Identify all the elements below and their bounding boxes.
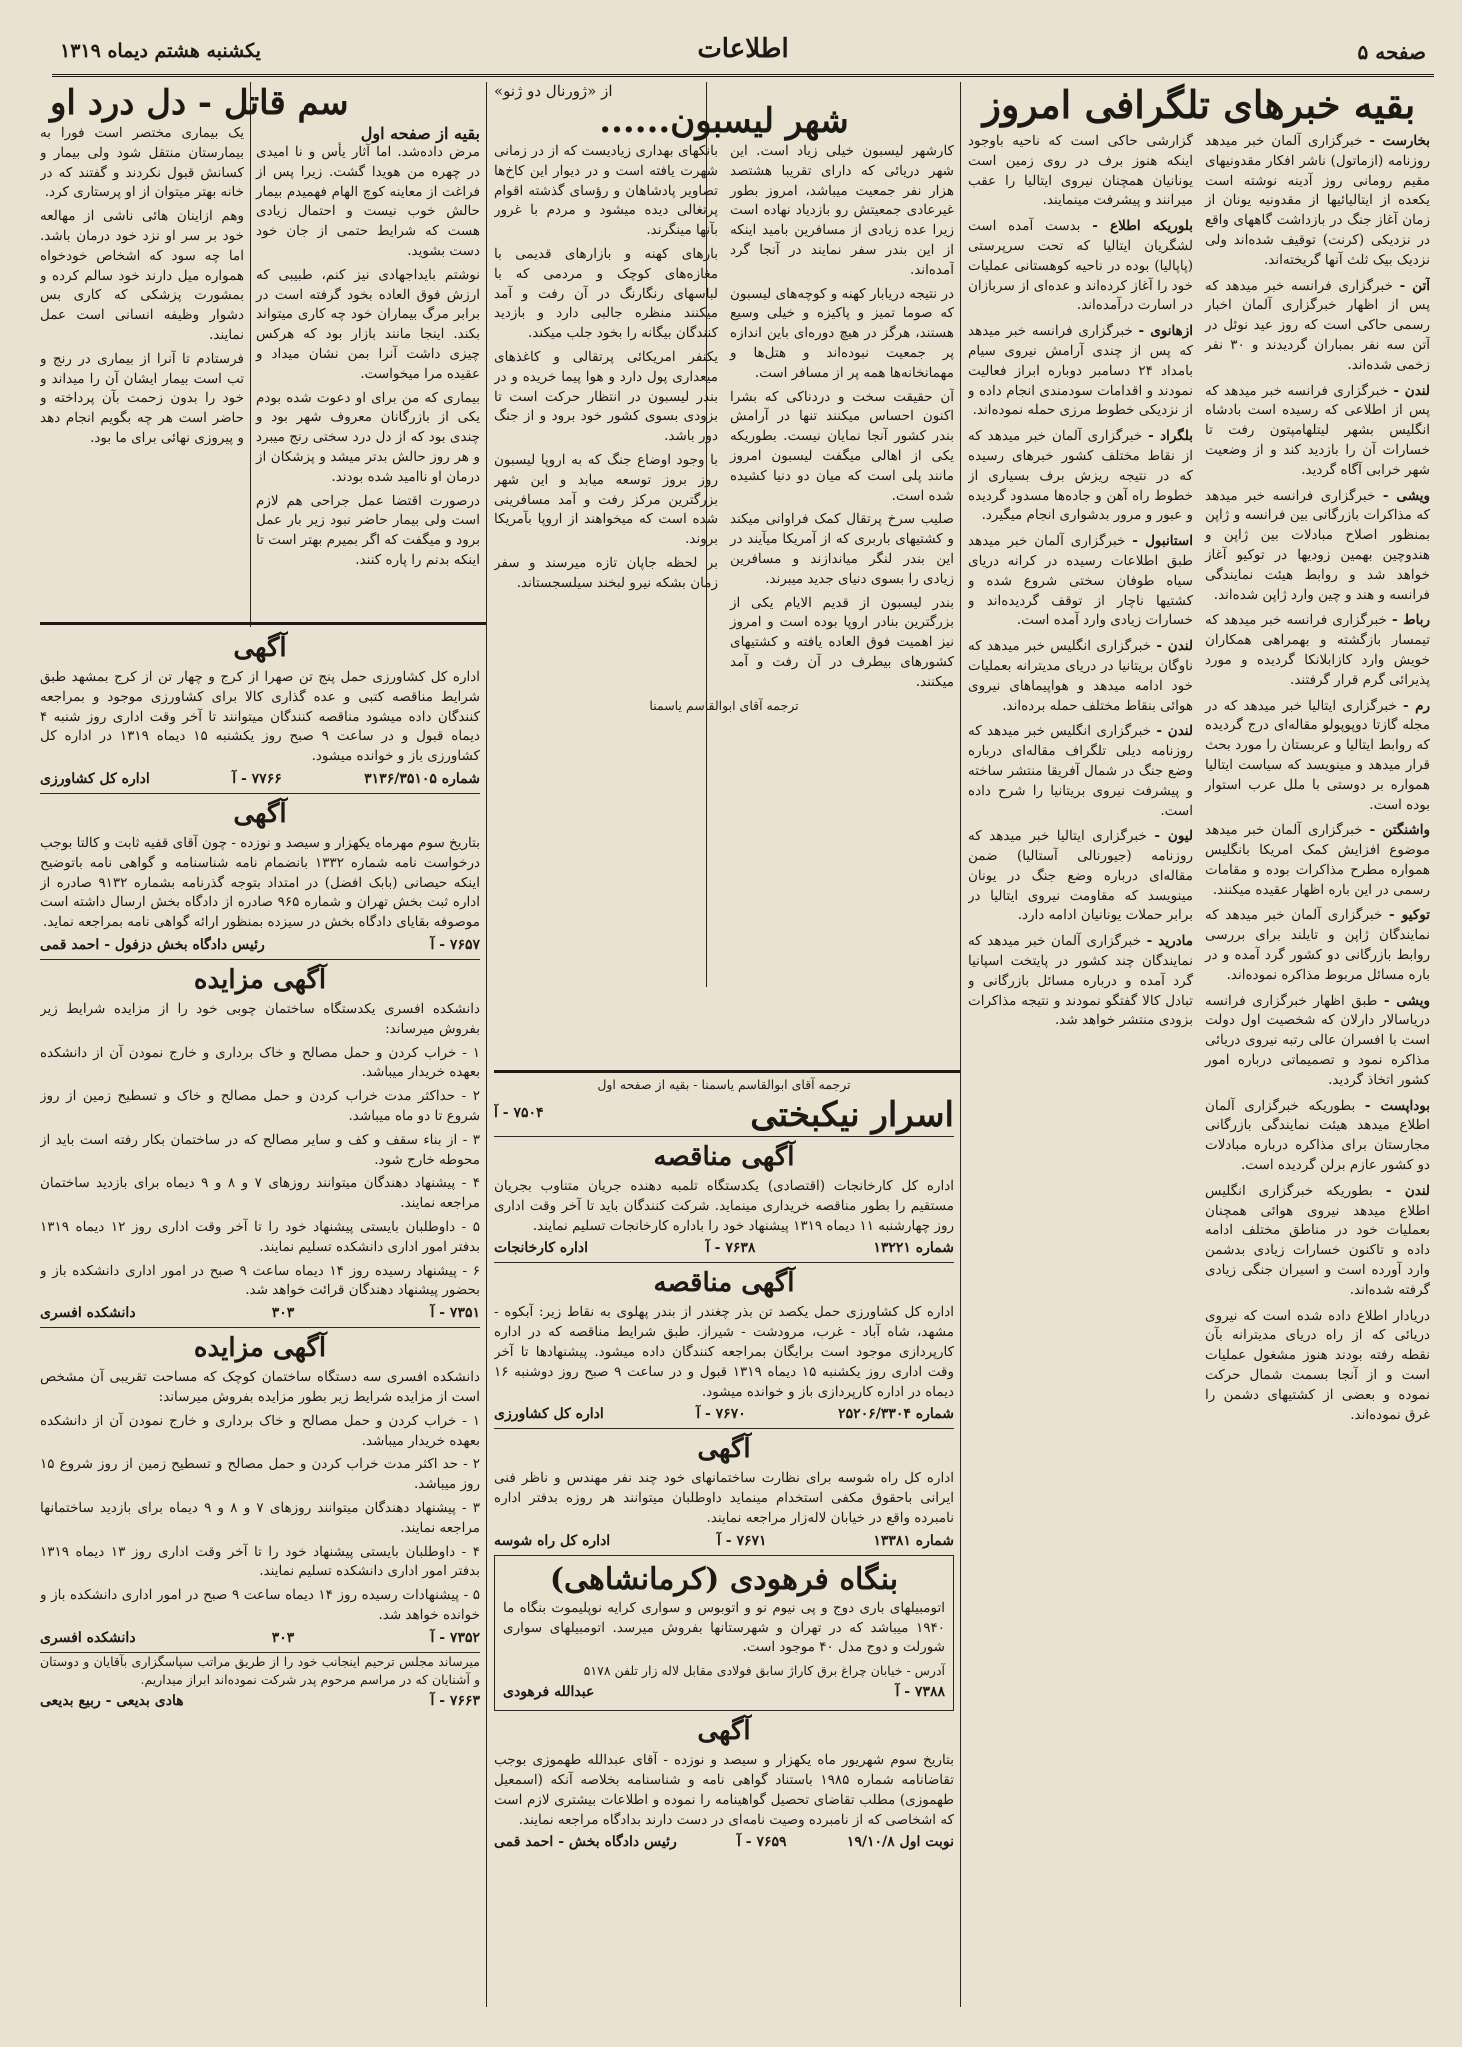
ad-signature: هادی بدیعی - ربیع بدیعی [40,1692,184,1709]
serial-block [494,1076,954,1136]
ad-body: میرساند مجلس ترحیم اینجانب خود را از طریق مراتب سپاسگزاری بآقایان و دوستان و آشنایان که در مراسم مرحوم پدر شرکت نموده‌اند ابراز میداریم. [40,1653,480,1687]
lisbon-paragraph: صلیب سرخ پرتقال کمک فراوانی میکند و کشتیهای باربری که از آمریکا میآیند در این بندر لنگر میاندازند و مسافرین زیادی را بسوی دنیای جدید میبرند. [730,511,954,587]
ad-title: آگهی [233,633,287,663]
news-dateline: واشنگتن - [1369,822,1430,839]
serial-note: ترجمه آقای ابوالقاسم یاسمنا - بقیه از صفحه اول [597,1077,851,1092]
news-text [1205,382,1430,481]
ad-signature: عبدالله فرهودی [503,1684,595,1701]
ad-ref: شماره ۱۳۳۸۱ [873,1532,954,1549]
lisbon-paragraph: بانکهای بهداری زیادیست که از در زمانی شهرت یافته است و در دیوار این کاخ‌ها تصاویر پادشاهان و رؤسای گذشته اقوام پرتغالی دیده میشود و مردم با غرور بآنها مینگرند. [494,143,718,239]
lisbon-column-left [494,142,718,697]
news-dateline: لندن - [1156,723,1193,740]
news-text [1205,1097,1430,1176]
ad-body: بتاریخ سوم مهرماه یکهزار و سیصد و نوزده - چون آقای قفیه ثابت و کالتا بوجب درخواست نامه شماره ۱۳۳۲ بانضمام نامه شناسنامه و گواهی نامه باتوضیح اینکه حیصانی (بابک افضل) در امتداد بتوجه گذرنامه بشماره ۹۱۳۲ صادره از اداره ثبت بخش تهران و شماره ۹۶۵ صادره از دادگاه بخش ارسال داشته است موصوفه بقایای دادگاه بخش در سیزده بمنظور ارائه گواهی نامه بمراجعه نماید. [40,834,480,931]
news-dateline: بوداپست - [1364,1097,1430,1114]
telegraph-section [968,82,1430,1431]
lisbon-translator: ترجمه آقای ابوالقاسم یاسمنا [649,697,799,713]
garage-body: اتومبیلهای باری دوج و پی نیوم نو و اتوبوس و سواری کرایه نوپلیموت بنگاه ما ۱۹۴۰ میباشد که در تهران و شهرستانها بفروش میرسد. اتومبیلهای سواری شورلت و دوج مدل ۴۰ موجود است. [503,1599,945,1656]
news-dateline: مادرید - [1146,933,1193,950]
ad-body: اداره کل کارخانجات (اقتصادی) یکدستگاه تلمبه دهنده جریان متناوب بجریان مستقیم را بطور مناقصه خریداری مینماید. شرکت کنندگان باید تا آخر وقت اداری روز چهارشنبه ۱۱ دیماه ۱۳۱۹ پیشنهاد خود را باداره کارخانجات تسلیم نمایند. [494,1178,954,1234]
news-dateline: ویشی - [1383,992,1430,1009]
news-body: خبرگزاری آلمان خبر میدهد که نمایندگان چند کشور در پایتخت اسپانیا گرد آمده و درباره مسائل بازرگانی و تبادل کالا گفتگو نمودند و نتیجه مذاکرات بزودی منتشر خواهد شد. [968,933,1193,1029]
auction-clause: ۵ - پیشنهادات رسیده روز ۱۴ دیماه ساعت ۹ صبح در امور اداری دانشکده باز و خوانده خواهد شد. [40,1587,480,1623]
news-item [1205,1307,1430,1426]
news-item [968,637,1193,716]
news-dateline: لیون - [1154,828,1193,845]
news-body: خبرگزاری آلمان خبر میدهد طبق اطلاعات رسیده در کرانه دریای سیاه طوفان سختی شروع شده و کشتیها ناچار از توقف گردیده‌اند و خسارات زیادی وارد آمده است. [968,533,1193,629]
news-body: خبرگزاری آلمان خبر میدهد روزنامه (ازماتول) ناشر افکار مقدونیهای مقیم رومانی روز آدینه نوشته است یکعده از ایتالیائیها از مقدونیه یونان از زمان آغاز جنگ در بازداشت گاههای واقع در نزدیکی (کرنت) توقیف شده‌اند ولی نزدیک بیک ثلث آنها گریخته‌اند. [1205,133,1430,268]
left-ads [40,628,480,2008]
auction-clause: ۴ - پیشنهاد دهندگان میتوانند روزهای ۷ و ۸ و ۹ دیماه برای بازدید ساختمان مراجعه نمایند. [40,1175,480,1212]
ad-signature: اداره کل کشاورزی [494,1406,604,1423]
news-text [1205,1307,1430,1426]
auction-clause: ۲ - حداکثر مدت خراب کردن و حمل مصالح و خاک و تسطیح زمین از روز شروع تا دو ماه میباشد. [40,1088,480,1124]
news-body: بطوریکه خبرگزاری انگلیس اطلاع میدهد نیروی هوائی همچنان بعملیات خود در مناطق مختلف ادامه داده و تاکنون خسارات زیادی بدشمن وارد آورده است و اسیران جنگی زیادی گرفته شده‌اند. [1205,1182,1430,1298]
ad-signature: اداره کل راه شوسه [494,1532,611,1549]
news-text [968,722,1193,821]
ad-title: آگهی [233,798,287,829]
news-text [968,427,1193,526]
auction-clause: ۱ - خراب کردن و حمل مصالح و خاک برداری و خارج نمودن آن از دانشکده بعهده خریدار میباشد. [40,1412,480,1449]
news-text [1205,697,1430,816]
poison-paragraph: وهم ازاینان هائی ناشی از مهالعه خود بر سر او نزد خود درمان باشد. اما چه سود که اشخاص خودخواه همواره میل دارند خود سالم کرده و بمشورت پزشکی که کاری بس دشوار وظیفه انسانی است عمل نمایند. [40,208,244,343]
news-text [1205,277,1430,376]
divider [40,959,480,960]
ad-auction-2 [40,1332,480,1646]
divider [494,1136,954,1137]
ad-title: آگهی مناقصه [653,1268,795,1299]
news-body: خبرگزاری ایتالیا خبر میدهد که روزنامه (جیورنالی آستالیا) ضمن مقاله‌ای درباره وضع جنگ در یونان مینویسد که مقاومت نیروی ایتالیا در برابر حملات یونانیان ادامه دارد. [968,828,1193,924]
news-item [968,722,1193,821]
news-text [1205,906,1430,985]
news-item [968,427,1193,526]
divider [40,1327,480,1328]
tender-factory [494,1141,954,1256]
serial-title: اسرار نیکبختی [750,1095,954,1135]
poison-kicker: بقیه از صفحه اول [360,124,480,143]
ad-code: ۷۶۶۳ - آ [430,1692,480,1709]
news-dateline: ازهانوی - [1138,323,1194,340]
news-item [1205,277,1430,376]
divider [494,1262,954,1263]
ad-body: اداره کل راه شوسه برای نظارت ساختمانهای خود چند نفر مهندس و ناظر فنی ایرانی باحقوق مکفی استخدام مینماید داوطلبان میتوانند هر روزه بدفتر اداره نامبرده واقع در خیابان لاله‌زار مراجعه نمایند. [494,1470,954,1526]
auction-clause: ۳ - از بناء سقف و کف و سایر مصالح که در ساختمان بکار رفته است باید از محوطه خارج شود. [40,1131,480,1168]
auction-clause: ۳ - پیشنهاد دهندگان میتوانند روزهای ۷ و ۸ و ۹ دیماه برای بازدید ساختمانها مراجعه نمایند. [40,1499,480,1536]
ad-signature: رئیس دادگاه بخش - احمد قمی [494,1834,677,1851]
ad-code: ۷۶۷۰ - آ [696,1406,746,1423]
news-body: گزارشی حاکی است که ناحیه باوجود اینکه هنوز برف در روی زمین است یونانیان همچنان نیروی ایتالیا را عقب میرانند و پیشرفت مینمایند. [968,133,1193,209]
news-text [968,827,1193,926]
garage-title: بنگاه فرهودی (کرمانشاهی) [549,1561,899,1597]
poison-paragraph: فرستادم تا آنرا از بیماری در رنج و تب است بیمار ایشان آن را میداند و خود را بدون زحمت بآن پرداخته و حاضر است هر چه بگویم انجام دهد و پیروزی نهائی برای ما بود. [40,350,244,446]
news-item [1205,906,1430,985]
ad-title: آگهی مناقصه [653,1142,795,1172]
garage-ad [494,1555,954,1711]
section-divider [40,622,486,625]
news-body: خبرگزاری فرانسه خبر میدهد که پس از اطلاعی که رسیده است بادشاه انگلیس بشهر لیتلهامپتون رفت تا خسارات آن را بازدید کند و از وضعیت شهر خرابی آگاه گردید. [1205,382,1430,478]
news-item [968,532,1193,631]
ad-code: ۷۶۳۸ - آ [705,1240,756,1257]
ad-title: آگهی مزایده [193,964,327,995]
news-item [1205,821,1430,900]
ad-court [40,798,480,953]
ad-code-2: ۳۰۳ [271,1629,295,1646]
news-body: خبرگزاری ایتالیا خبر میدهد که در مجله گازتا دوپوپولو مقاله‌ای درج گردیده که روابط ایتالیا و عربستان را مورد بحث قرار میدهد و مینویسد که سیاست ایتالیا همواره بر دوستی با ملل عرب استوار بوده است. [1205,697,1430,813]
garage-address: آدرس - خیابان چراغ برق کاراژ سابق فولادی مقابل لاله زار تلفن ۵۱۷۸ [583,1663,945,1679]
lisbon-paragraph: کارشهر لیسبون خیلی زیاد است. این شهر دریائی که دارای تقریبا هشتصد هزار نفر جمعیت میباشد، امروز بطور غیرعادی جمعیتش رو بازدیاد نهاده است زیرا عده زیادی از مسافرین بامید اینکه از این بندر سفر نمایند در آنجا گرد آمده‌اند. [730,143,954,278]
auction-clause: ۶ - پیشنهاد رسیده روز ۱۴ دیماه ساعت ۹ صبح در امور اداری دانشکده باز و بحضور پیشنهاد دهندگان قرائت خواهد شد. [40,1262,480,1299]
news-item [1205,1182,1430,1301]
ad-code: ۷۷۶۶ - آ [232,770,282,787]
ad-title: آگهی [697,1434,751,1465]
lisbon-paragraph: با وجود اوضاع جنگ که به اروپا لیسبون روز بروز توسعه میابد و این شهر بزرگترین مرکز رفت و آمد مسافرینی شده است که میخواهند از اروپا بآمریکا بروند. [494,451,718,548]
serial-code: ۷۵۰۴ - آ [494,1105,544,1121]
poison-article [40,82,480,622]
ad-code-2: ۳۰۳ [271,1305,295,1322]
ad-signature: اداره کارخانجات [494,1240,588,1257]
ad-signature: دانشکده افسری [40,1629,136,1646]
news-body: خبرگزاری انگلیس خبر میدهد که ناوگان بریتانیا در دریای مدیترانه بعملیات خود ادامه میدهد و هواپیماهای نیروی هوائی بنقاط مختلف حمله برده‌اند. [968,638,1193,714]
news-item [1205,611,1430,690]
ad-ref: شماره ۳۱۳۶/۳۵۱۰۵ [364,770,480,787]
news-body: خبرگزاری فرانسه خبر میدهد که تیمسار بازگشته و بهمراهی همکاران خویش وارد کازابلانکا گردیده و مورد پذیرائی گرم قرار گرفتند. [1205,612,1430,688]
ad-body: بتاریخ سوم شهریور ماه یکهزار و سیصد و نوزده - آقای عبدالله طهموزی بوجب تقاضانامه شماره ۱۹۸۵ باستناد گواهی نامه و شناسنامه بخلاصه آنکه (اسمعیل طهموزی) مطلب تقاضای تحصیل گواهینامه را نموده و اطلاعات بیشتری لازم است که اشخاصی که از نامبرده وصیت نامه‌ای در دست دارند بدادگاه مراجعه نمایند. [494,1752,954,1828]
poison-paragraph: درصورت اقتضا عمل جراحی هم لازم است ولی بیمار حاضر نبود زیر بار عمل برود و میگفت که اگر بمیرم بهتر است تا اینکه بدنم را پاره کنند. [256,492,480,568]
news-body: دریادار اطلاع داده شده است که نیروی دریائی که از راه دریای مدیترانه بآن نقطه رفته بودند هنوز مشغول عملیات است و از آنجا بسمت شمال حرکت نموده و بعضی از کشتیهای دشمن را غرق نموده‌اند. [1205,1307,1430,1423]
news-body: خبرگزاری فرانسه خبر میدهد که پس از چندی آرامش نیروی سیام بامداد ۲۴ دسامبر دوباره ابراز فعالیت نمودند و اقدامات سودمندی انجام داده و از نزدیکی خطوط مرزی حمله نموده‌اند. [968,323,1193,419]
ad-body: اداره کل کشاورزی حمل پنج تن صهرا از کرج و چهار تن از کرج بمشهد طبق شرایط مناقصه کتبی و عده گذاری کالا برای کشاورزی موجود و بمراجعه کنندگان داده میشود مناقصه کنندگان میتوانند تا آخر وقت اداری روز شنبه ۴ دیماه قبول و در ساعت ۹ صبح روز یکشنبه ۱۵ دیماه ۱۳۱۹ در اداره کل کشاورزی باز و خوانده میشود. [40,669,480,765]
news-item [968,132,1193,211]
lisbon-paragraph: بندر لیسبون از قدیم الایام یکی از بزرگترین بنادر اروپا بوده است و امروز نیز اهمیت فوق العاده یافته و کشتیهای کشورهای بیطرف در آن رفت و آمد میکنند. [730,594,954,690]
news-body: خبرگزاری آلمان خبر میدهد که نمایندگان ژاپن و تایلند برای بررسی روابط بازرگانی دو کشور گرد آمده و در باره مسائل مربوط مذاکره نموده‌اند. [1205,907,1430,983]
poison-headline: سم قاتل - دل درد او [50,83,349,123]
ad-signature: دانشکده افسری [40,1305,136,1322]
auction-clause: ۴ - داوطلبان بایستی پیشنهاد خود را تا آخر وقت اداری روز ۱۳ دیماه ۱۳۱۹ بدفتر امور اداری دانشکده تسلیم نمایند. [40,1543,480,1580]
news-dateline: ویشی - [1382,487,1430,504]
paper-title: اطلاعات [697,34,789,64]
poison-paragraph: بیماری که من برای او دعوت شده بودم یکی از بازرگانان معروف شهر بود و چندی بود که از دل درد سختی رنج میبرد و هر روز حالش بدتر میشد و پزشکان از درمان او ناامید شده بودند. [256,389,480,485]
news-body: بدست آمده است لشگریان ایتالیا که تحت سرپرستی (پاپالیا) بوده در ناحیه کوهستانی عملیات خود را آغاز کرده‌اند و عده‌ای از سربازان در اسارت درآمده‌اند. [968,218,1193,314]
news-text [968,322,1193,421]
ad-code: ۷۶۷۱ - آ [717,1532,767,1549]
news-dateline: لندن - [1156,638,1193,655]
ad-code: ۷۳۵۲ - آ [430,1629,480,1646]
news-dateline: رباط - [1391,612,1430,629]
ad-inheritance [494,1715,954,1850]
lisbon-kicker: از «ژورنال دو ژنو» [494,82,613,100]
ad-signature: اداره کل کشاورزی [40,770,150,787]
page-number: صفحه ۵ [1357,40,1426,64]
news-text [1205,132,1430,271]
column-rule [960,82,961,2007]
ad-code: ۷۶۵۹ - آ [737,1834,787,1851]
news-dateline: آتن - [1399,277,1430,294]
news-dateline: استانبول - [1132,533,1193,550]
news-dateline: بلوریکه اطلاع - [1092,218,1194,235]
news-text [968,637,1193,716]
date-line: یکشنبه هشتم دیماه ۱۳۱۹ [60,40,261,62]
divider [40,793,480,794]
column-rule [486,82,487,2007]
news-text [1205,611,1430,690]
poison-column-left [40,124,244,575]
lisbon-paragraph: بر لحظه جاپان تازه میرسند و سفر زمان بشکه نیرو لبخند سیلسجستاند. [494,554,718,591]
news-text [968,132,1193,211]
news-dateline: رم - [1402,697,1430,714]
news-body: خبرگزاری آلمان خبر میدهد موضوع افزایش کمک امریکا بانگلیس همواره مطرح مذاکرات بوده و مقامات رسمی در این باره اظهار عقیده میکنند. [1205,822,1430,898]
ad-auction-1 [40,964,480,1321]
news-dateline: لندن - [1393,382,1430,399]
news-body: خبرگزاری آلمان خبر میدهد که از نقاط مختلف کشور خبرهای رسیده که در نتیجه ریزش برف بسیاری از خطوط راه آهن و جاده‌ها مسدود گردیده و عبور و مرور بدشواری انجام میگیرد. [968,428,1193,524]
news-item [1205,382,1430,481]
news-body: بطوریکه خبرگزاری آلمان اطلاع میدهد هیئت نمایندگی بازرگانی مجارستان برای مذاکره درباره مبادلات دو کشور عازم برلن گردیده است. [1205,1097,1430,1174]
ad-body: اداره کل کشاورزی حمل یکصد تن بذر چغندر از بندر پهلوی به نقاط زیر: آبکوه - مشهد، شاه آباد - غرب، مرودشت - شیراز. طبق شرایط مناقصه که در اداره کارپردازی موجود است برایگان بمراجعه کنندگان داده میشود. پیشنهادها تا آخر وقت اداری روز یکشنبه ۱۵ دیماه ۱۳۱۹ قبول و در ساعت ۹ صبح روز دوشنبه ۱۶ دیماه در اداره کارپردازی باز و خوانده میشود. [494,1304,954,1400]
news-item [968,932,1193,1031]
news-item [1205,1097,1430,1176]
news-body: خبرگزاری فرانسه خبر میدهد که پس از اظهار خبرگزاری آلمان اخبار رسمی حاکی است که روز عید نوئل در آتن سه نفر بمباران گردیدند و ۳۰ نفر زخمی شده‌اند. [1205,277,1430,373]
auction-clause: دانشکده افسری یکدستگاه ساختمان چوبی خود را از مزایده شرایط زیر بفروش میرساند: [40,1000,480,1037]
tender-seeds [494,1267,954,1422]
news-item [1205,992,1430,1091]
lisbon-paragraph: بارهای کهنه و بازارهای قدیمی با مغازه‌های کوچک و مردمی که با لباسهای رنگارنگ در آن رفت و آمد میکنند منظره جالبی دارد و بازدید کنندگان بیگانه را بخود جلب میکند. [494,245,718,342]
ad-code: ۷۶۵۷ - آ [430,936,480,953]
section-divider [494,1070,960,1073]
telegraph-column-left [968,132,1193,1431]
lisbon-paragraph: آن حقیقت سخت و دردناکی که بشرا اکنون احساس میکنند تنها در آرامش بندر کشور آنجا نمایان نیست. بطوریکه یکی از اهالی میگفت لیسبون امروز مانند پلی است که میان دو دنیا کشیده شده است. [730,388,954,504]
divider [40,1652,480,1653]
news-item [1205,132,1430,271]
ad-code: ۷۳۸۸ - آ [895,1684,945,1701]
telegraph-headline: بقیه خبرهای تلگرافی امروز [982,82,1416,127]
telegraph-column-right [1205,132,1430,1431]
ad-title: آگهی مزایده [193,1333,327,1364]
ad-title: آگهی [697,1716,751,1747]
ad-code: ۷۳۵۱ - آ [430,1305,480,1322]
poison-column-right [256,124,480,575]
poison-paragraph: یک بیماری مختصر است فورا به بیمارستان منتقل شود ولی بیمار و کسانش قبول نکردند و گفتند که در خانه بهتر میتوان از او پرستاری کرد. [40,125,244,201]
news-text [1205,1182,1430,1301]
lisbon-paragraph: در نتیجه دریابار کهنه و کوچه‌های لیسبون که صوما تمیز و پاکیزه و خیلی وسیع هستند، هرگز در هیچ دوره‌ای باین اندازه پر جمعیت نبوده‌اند و هتل‌ها و مهمانخانه‌ها همه پر از مسافر است. [730,285,954,381]
ad-ref: شماره ۲۵۲۰۶/۳۳۰۴ [838,1406,954,1423]
lisbon-body [494,142,954,697]
ad-thanks [40,1653,480,1709]
news-dateline: بلگراد - [1148,428,1193,445]
auction-clause: ۵ - داوطلبان بایستی پیشنهاد خود را تا آخر وقت اداری روز ۱۲ دیماه ۱۳۱۹ بدفتر امور اداری دانشکده تسلیم نمایند. [40,1218,480,1255]
divider [494,1428,954,1429]
news-text [968,217,1193,316]
auction-clause: ۱ - خراب کردن و حمل مصالح و خاک برداری و خارج نمودن آن از دانشکده بعهده خریدار میباشد. [40,1044,480,1081]
news-item [968,827,1193,926]
lisbon-column-right [730,142,954,697]
poison-paragraph: مرض داده‌شد. اما آثار یأس و نا امیدی در چهره من هویدا گشت. زیرا پس از فراغت از معاینه کوچ الهام فهمیدم بیمار حالش خوب نیست و احتمال زیادی هست که شرایط حتمی از جان خود دست بشوید. [256,144,480,259]
news-item [968,322,1193,421]
news-dateline: توکیو - [1389,907,1430,924]
news-body: خبرگزاری فرانسه خبر میدهد که مذاکرات بازرگانی بین فرانسه و ژاپن بمنظور اصلاح مبادلات بین ژاپن و هندوچین بهمین زودیها در توکیو آغاز خواهد شد و روابط هیئت نمایندگی فرانسه و هند و چین وارد ژاپن شده‌اند. [1205,487,1430,603]
news-body: خبرگزاری انگلیس خبر میدهد که روزنامه دیلی تلگراف مقاله‌ای درباره وضع جنگ در شمال آفریقا منتشر ساخته و پیشرفت نیروی بریتانیا را شرح داده است. [968,723,1193,819]
news-text [1205,487,1430,606]
ad-signature: رئیس دادگاه بخش دزفول - احمد قمی [40,936,265,953]
news-item [1205,697,1430,816]
news-dateline: بخارست - [1369,133,1430,149]
ad-ref: شماره ۱۳۲۲۱ [873,1240,954,1257]
news-text [1205,992,1430,1091]
news-text [968,932,1193,1031]
news-text [968,532,1193,631]
masthead [52,34,1434,77]
auction-clause: ۲ - حد اکثر مدت خراب کردن و حمل مصالح و تسطیح زمین از روز شروع ۱۵ روز میباشد. [40,1456,480,1493]
auction-clause: دانشکده افسری سه دستگاه ساختمان کوچک که مساحت تقریبی آن مشخص است از مزایده شرایط زیر بطور مزایده بفروش میرساند: [40,1369,480,1405]
news-item [1205,487,1430,606]
poison-paragraph: نوشتم بایداجهادی نیز کنم، طبیبی که ارزش فوق العاده بخود گرفته است در برابر مرگ بیماران خود چه کاری میتواند بکند. اینجا مانند بازار بود که هرکس چیزی داشت آنرا بمن نشان میداد و عقیده مرا میخواست. [256,266,480,382]
ad-agriculture [40,632,480,787]
lisbon-headline: شهر لیسبون...... [599,101,849,141]
news-text [1205,821,1430,900]
ad-roads [494,1433,954,1548]
news-body: طبق اظهار خبرگزاری فرانسه دریاسالار دارلان که شخصیت اول دولت است با افسران عالی رتبه نیروی دریائی مذاکره نمود و تصمیماتی درباره امور کشور اتخاذ گردید. [1205,992,1430,1088]
lisbon-paragraph: یکنفر امریکائی پرتقالی و کاغذهای میعداری پول دارد و هوا پیما خریده و در بندر لیسبون در انتظار حرکت است تا بزودی بسوی کشور خود برود و از جنگ دور باشد. [494,348,718,445]
ad-ref: نوبت اول ۱۹/۱۰/۸ [846,1834,954,1851]
news-dateline: لندن - [1385,1182,1430,1199]
center-ads [494,1076,954,2006]
news-item [968,217,1193,316]
lisbon-article [494,82,954,1067]
